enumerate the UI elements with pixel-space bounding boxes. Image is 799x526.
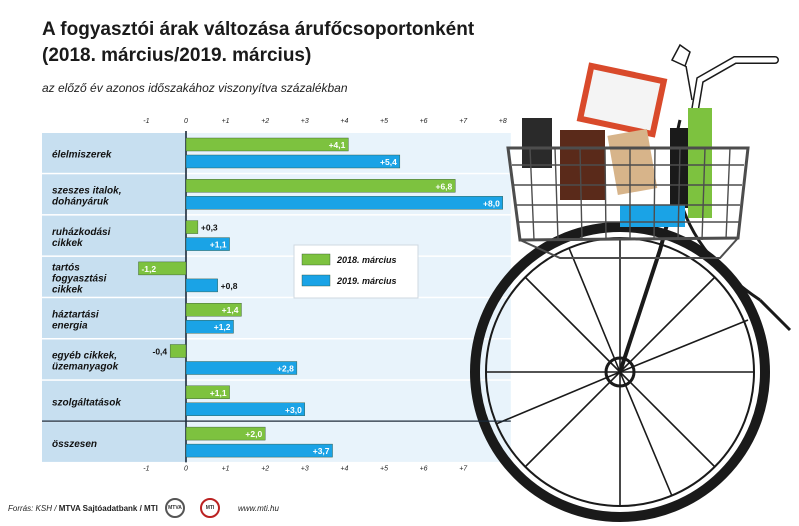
data-label: +1,4: [221, 305, 239, 316]
category-label: háztartási: [52, 309, 99, 321]
tick-label-bottom: +6: [419, 465, 428, 473]
category-label: tartós: [52, 262, 80, 274]
tick-label-bottom: +7: [459, 465, 468, 473]
tick-label-top: 0: [184, 118, 188, 125]
source-note: [8, 504, 158, 513]
tick-label-top: +5: [380, 118, 388, 125]
tick-label-top: +7: [459, 118, 468, 125]
data-label: +3,7: [312, 446, 330, 457]
data-label: +1,2: [213, 322, 231, 333]
tick-label-bottom: +5: [380, 465, 388, 473]
tick-label-top: +4: [340, 118, 349, 125]
tick-label-bottom: +1: [221, 465, 230, 473]
bar-2019: [186, 444, 333, 457]
data-label: +0,8: [220, 280, 238, 291]
data-label: +8,0: [483, 198, 500, 209]
data-label: +0,3: [200, 222, 218, 233]
legend-label: 2018. március: [337, 255, 397, 265]
category-label: ruházkodási: [52, 226, 111, 238]
data-label: +3,0: [285, 404, 302, 415]
tick-label-top: +3: [300, 118, 309, 125]
chart-title: A fogyasztói árak változása árufőcsoportonként: [42, 19, 475, 40]
bar-2018: [186, 179, 455, 192]
mti-logo: [200, 498, 220, 518]
tick-label-top: +8: [498, 118, 507, 125]
data-label: +1,1: [209, 239, 227, 250]
tick-label-top: +2: [261, 118, 270, 125]
category-label: cikkek: [52, 237, 83, 249]
tick-label-bottom: +4: [340, 465, 349, 473]
data-label: +4,1: [328, 140, 346, 150]
tick-label-bottom: -1: [143, 465, 150, 473]
bar-2018: [186, 138, 348, 151]
category-label: szeszes italok,: [52, 185, 122, 197]
bar-2019: [186, 155, 400, 168]
bar-2019: [186, 279, 218, 292]
chart-subtitle: az előző év azonos időszakához viszonyítva százalékban: [42, 81, 348, 95]
tick-label-top: +1: [221, 118, 230, 125]
data-label: +2,0: [245, 429, 263, 440]
category-label: egyéb cikkek,: [52, 350, 118, 362]
category-label: dohányáruk: [52, 196, 109, 208]
data-label: +1,1: [209, 387, 227, 398]
tick-label-bottom: 0: [184, 465, 188, 473]
source-publisher: MTVA Sajtóadatbank / MTI: [58, 504, 158, 513]
category-label: cikkek: [52, 284, 83, 296]
data-label: +5,4: [380, 157, 397, 167]
category-label: energia: [52, 320, 88, 332]
category-label: szolgáltatások: [52, 397, 121, 409]
source-prefix: Forrás: KSH /: [8, 504, 59, 513]
category-label: fogyasztási: [52, 273, 107, 285]
bar-2018: [170, 345, 186, 358]
legend-label: 2019. március: [337, 276, 397, 286]
category-label: összesen: [52, 438, 98, 450]
tick-label-top: +6: [419, 118, 428, 125]
data-label: +2,8: [277, 363, 294, 374]
tick-label-top: -1: [143, 118, 150, 125]
bar-2018: [186, 221, 198, 234]
mtva-logo-text: MTVA: [168, 505, 182, 511]
tick-label-bottom: +2: [261, 465, 270, 473]
data-label: +6,8: [435, 181, 453, 192]
legend: [294, 245, 418, 298]
data-label: -1,2: [141, 263, 157, 274]
category-label: üzemanyagok: [52, 361, 119, 373]
mtva-logo: [165, 498, 185, 518]
legend-swatch: [302, 275, 330, 286]
category-label: élelmiszerek: [52, 149, 112, 161]
mti-logo-text: MTI: [205, 505, 215, 511]
website-link[interactable]: www.mti.hu: [238, 504, 279, 513]
tick-label-bottom: +3: [300, 465, 309, 473]
bar-2019: [186, 196, 503, 209]
legend-swatch: [302, 254, 330, 265]
data-label: -0,4: [152, 346, 168, 357]
chart-title-period: (2018. március/2019. március): [42, 45, 312, 66]
legend-box: [294, 245, 418, 298]
